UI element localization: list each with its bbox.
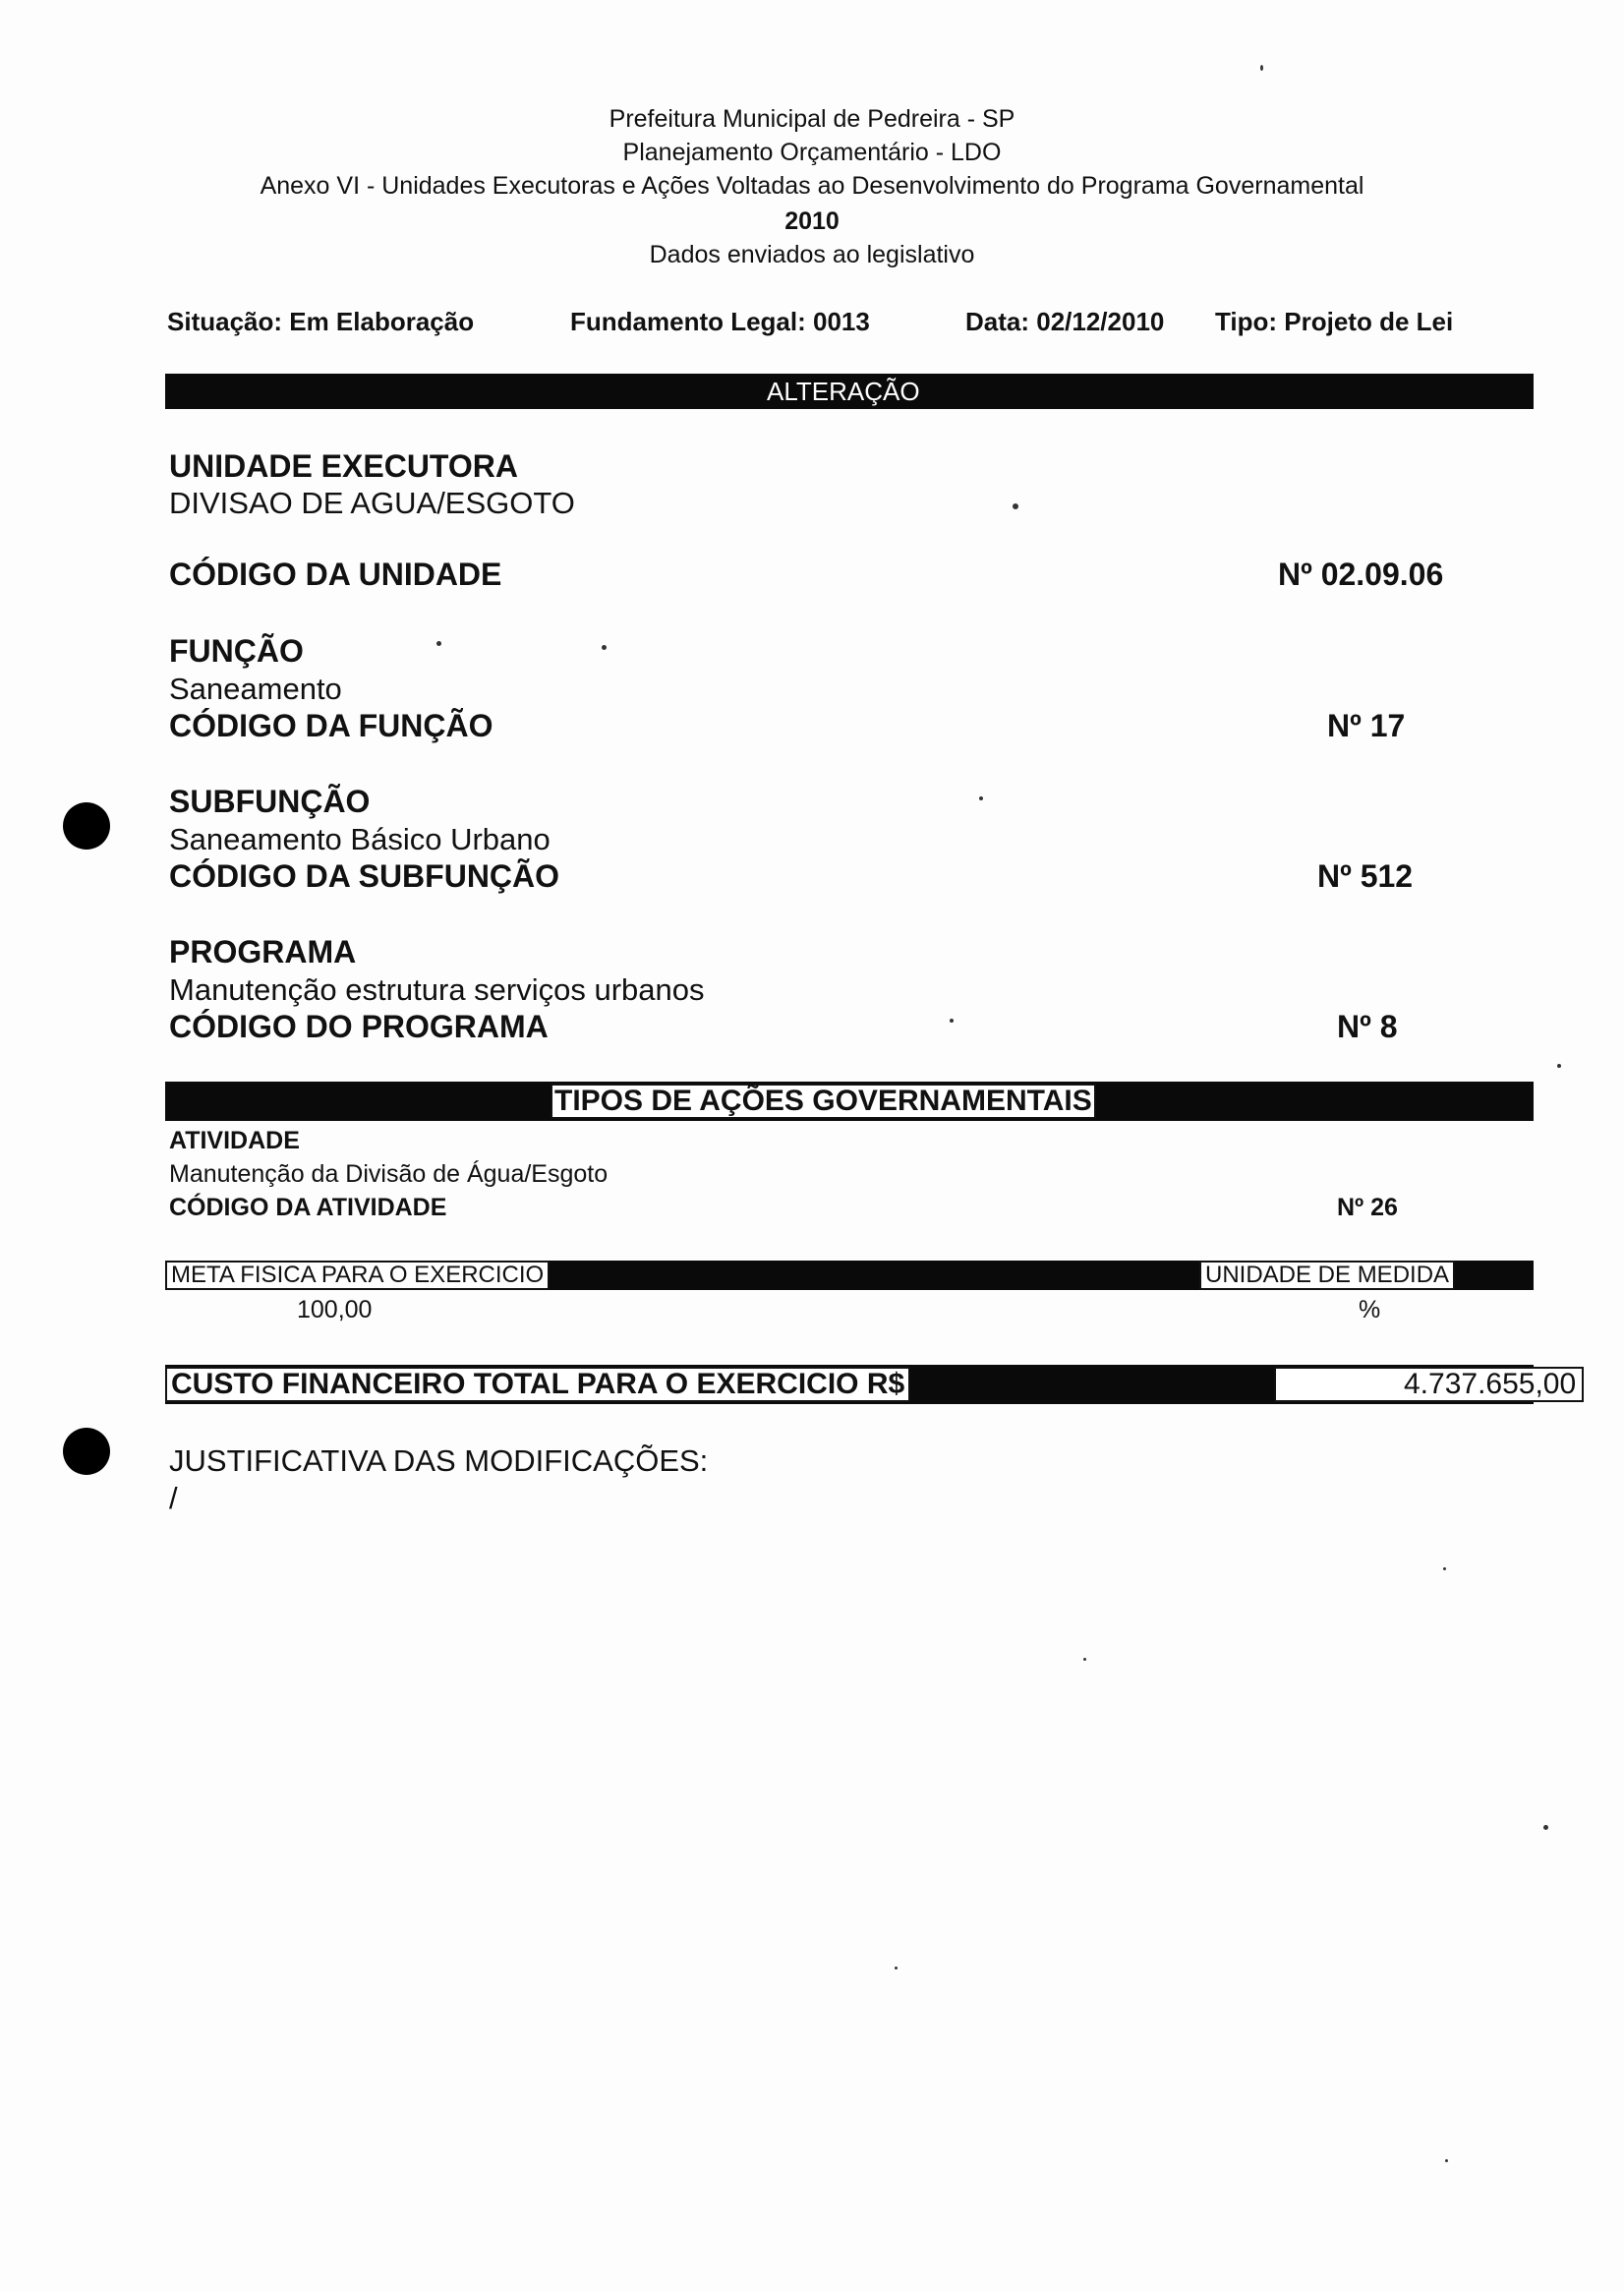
scan-speck	[436, 641, 441, 646]
subfuncao-code: Nº 512	[1317, 858, 1414, 894]
unidade-name: DIVISAO DE AGUA/ESGOTO	[169, 486, 575, 520]
funcao-code-label: CÓDIGO DA FUNÇÃO	[169, 708, 493, 743]
programa-heading: PROGRAMA	[169, 934, 357, 970]
atividade-heading: ATIVIDADE	[169, 1127, 300, 1154]
tipos-acoes-bar	[165, 1082, 1534, 1121]
custo-financeiro-bar	[165, 1365, 1577, 1404]
unidade-code-label: CÓDIGO DA UNIDADE	[169, 557, 502, 592]
meta-fisica-bar	[165, 1261, 1534, 1290]
subfuncao-heading: SUBFUNÇÃO	[169, 784, 371, 819]
hole-punch-bottom	[63, 1428, 110, 1475]
justificativa-label: JUSTIFICATIVA DAS MODIFICAÇÕES:	[169, 1443, 709, 1478]
subfuncao-name: Saneamento Básico Urbano	[169, 822, 551, 856]
funcao-name: Saneamento	[169, 672, 342, 706]
atividade-code-label: CÓDIGO DA ATIVIDADE	[169, 1194, 447, 1221]
scan-speck	[602, 645, 607, 650]
header-anexo: Anexo VI - Unidades Executoras e Ações Voltadas ao Desenvolvimento do Programa Governamental	[260, 172, 1364, 200]
unidade-heading: UNIDADE EXECUTORA	[169, 448, 518, 484]
unidade-code: Nº 02.09.06	[1278, 557, 1444, 592]
unidade-medida-label: UNIDADE DE MEDIDA	[1199, 1261, 1455, 1290]
funcao-heading: FUNÇÃO	[169, 633, 304, 669]
scan-speck	[1083, 1658, 1086, 1661]
tipos-acoes-label: TIPOS DE AÇÕES GOVERNAMENTAIS	[551, 1084, 1096, 1119]
atividade-code: Nº 26	[1337, 1194, 1398, 1221]
meta-valor: 100,00	[297, 1296, 373, 1323]
programa-name: Manutenção estrutura serviços urbanos	[169, 972, 705, 1007]
meta-fisica-label: META FISICA PARA O EXERCICIO	[165, 1261, 550, 1290]
tipo: Tipo: Projeto de Lei	[1215, 307, 1454, 336]
programa-code-label: CÓDIGO DO PROGRAMA	[169, 1009, 549, 1044]
scan-speck	[950, 1019, 954, 1023]
header-planejamento: Planejamento Orçamentário - LDO	[622, 139, 1002, 166]
header-dados: Dados enviados ao legislativo	[649, 241, 975, 268]
scan-speck	[1557, 1064, 1561, 1068]
subfuncao-code-label: CÓDIGO DA SUBFUNÇÃO	[169, 858, 560, 894]
funcao-code: Nº 17	[1327, 708, 1406, 743]
scan-speck	[1543, 1825, 1548, 1830]
scan-speck	[1443, 1567, 1446, 1570]
header-prefeitura: Prefeitura Municipal de Pedreira - SP	[609, 105, 1015, 133]
scan-speck	[979, 796, 983, 800]
fundamento-legal: Fundamento Legal: 0013	[570, 307, 870, 336]
custo-financeiro-valor: 4.737.655,00	[1274, 1367, 1584, 1402]
header-year: 2010	[784, 207, 840, 235]
alteracao-label: ALTERAÇÃO	[767, 377, 920, 406]
custo-financeiro-label: CUSTO FINANCEIRO TOTAL PARA O EXERCICIO R$	[165, 1367, 910, 1402]
alteracao-bar	[165, 374, 1534, 409]
programa-code: Nº 8	[1337, 1009, 1398, 1044]
situacao: Situação: Em Elaboração	[167, 307, 475, 336]
data: Data: 02/12/2010	[965, 307, 1165, 336]
scan-speck	[1260, 65, 1263, 71]
atividade-name: Manutenção da Divisão de Água/Esgoto	[169, 1160, 609, 1188]
scan-speck	[895, 1967, 898, 1969]
scan-speck	[1013, 503, 1018, 509]
hole-punch-top	[63, 802, 110, 850]
meta-unidade: %	[1359, 1296, 1381, 1323]
scan-speck	[1445, 2159, 1448, 2162]
justificativa-value: /	[169, 1481, 178, 1515]
